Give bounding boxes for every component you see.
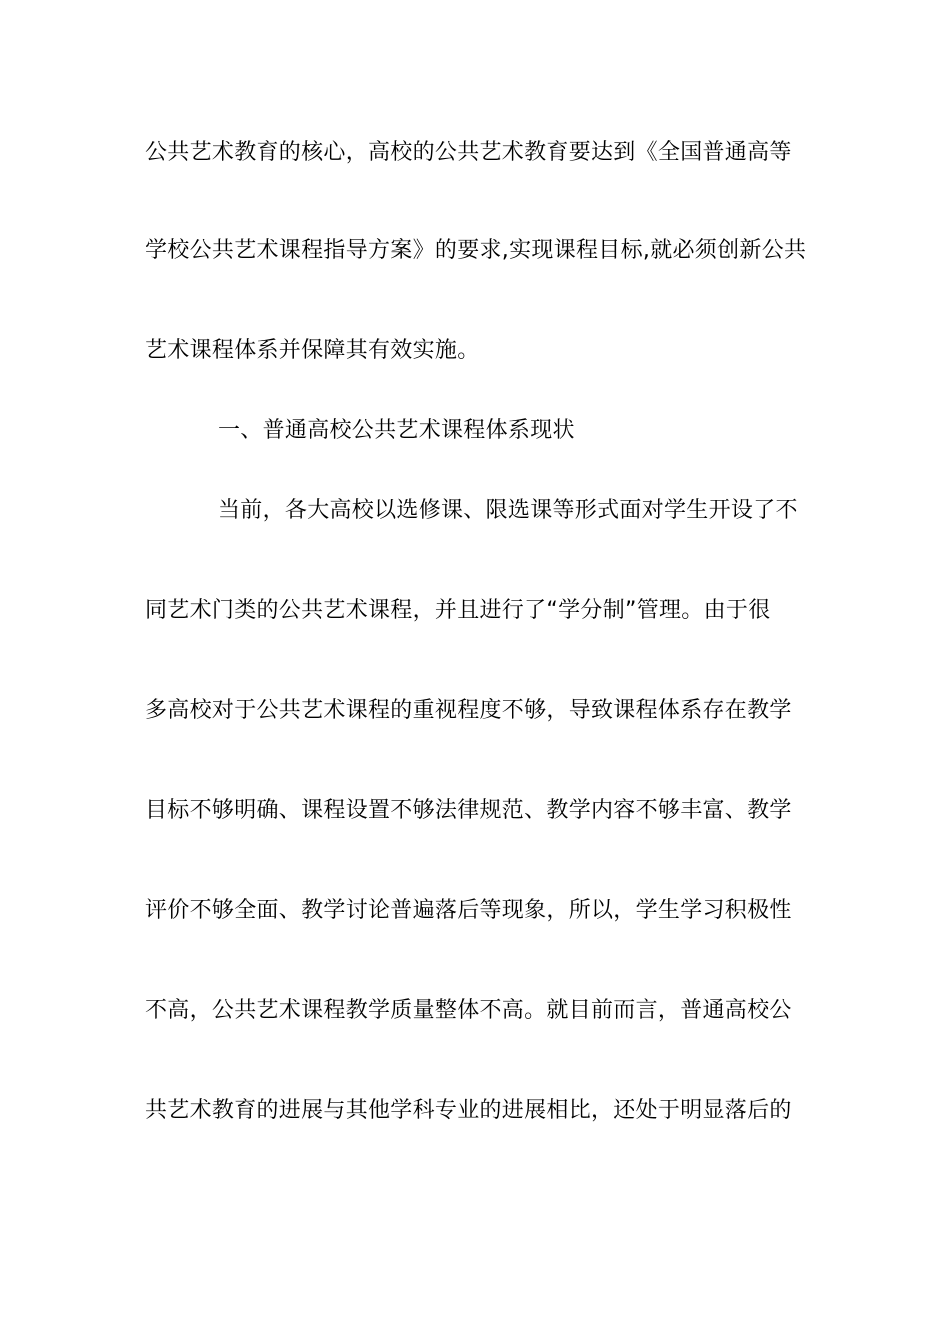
paragraph-line: 同艺术门类的公共艺术课程，并且进行了“学分制”管理。由于很 (145, 598, 771, 623)
section-heading: 一、普通高校公共艺术课程体系现状 (218, 418, 575, 443)
paragraph-line: 共艺术教育的进展与其他学科专业的进展相比，还处于明显落后的 (145, 1098, 792, 1123)
paragraph-line: 不高，公共艺术课程教学质量整体不高。就目前而言，普通高校公 (145, 998, 792, 1023)
paragraph-line: 多高校对于公共艺术课程的重视程度不够，导致课程体系存在教学 (145, 698, 792, 723)
paragraph-line: 学校公共艺术课程指导方案》的要求,实现课程目标,就必须创新公共 (145, 238, 807, 263)
paragraph-line: 目标不够明确、课程设置不够法律规范、教学内容不够丰富、教学 (145, 798, 792, 823)
paragraph-line: 评价不够全面、教学讨论普遍落后等现象，所以，学生学习积极性 (145, 898, 792, 923)
paragraph-line: 艺术课程体系并保障其有效实施。 (145, 338, 480, 363)
paragraph-line: 公共艺术教育的核心，高校的公共艺术教育要达到《全国普通高等 (145, 140, 792, 165)
paragraph-line: 当前，各大高校以选修课、限选课等形式面对学生开设了不 (218, 498, 798, 523)
